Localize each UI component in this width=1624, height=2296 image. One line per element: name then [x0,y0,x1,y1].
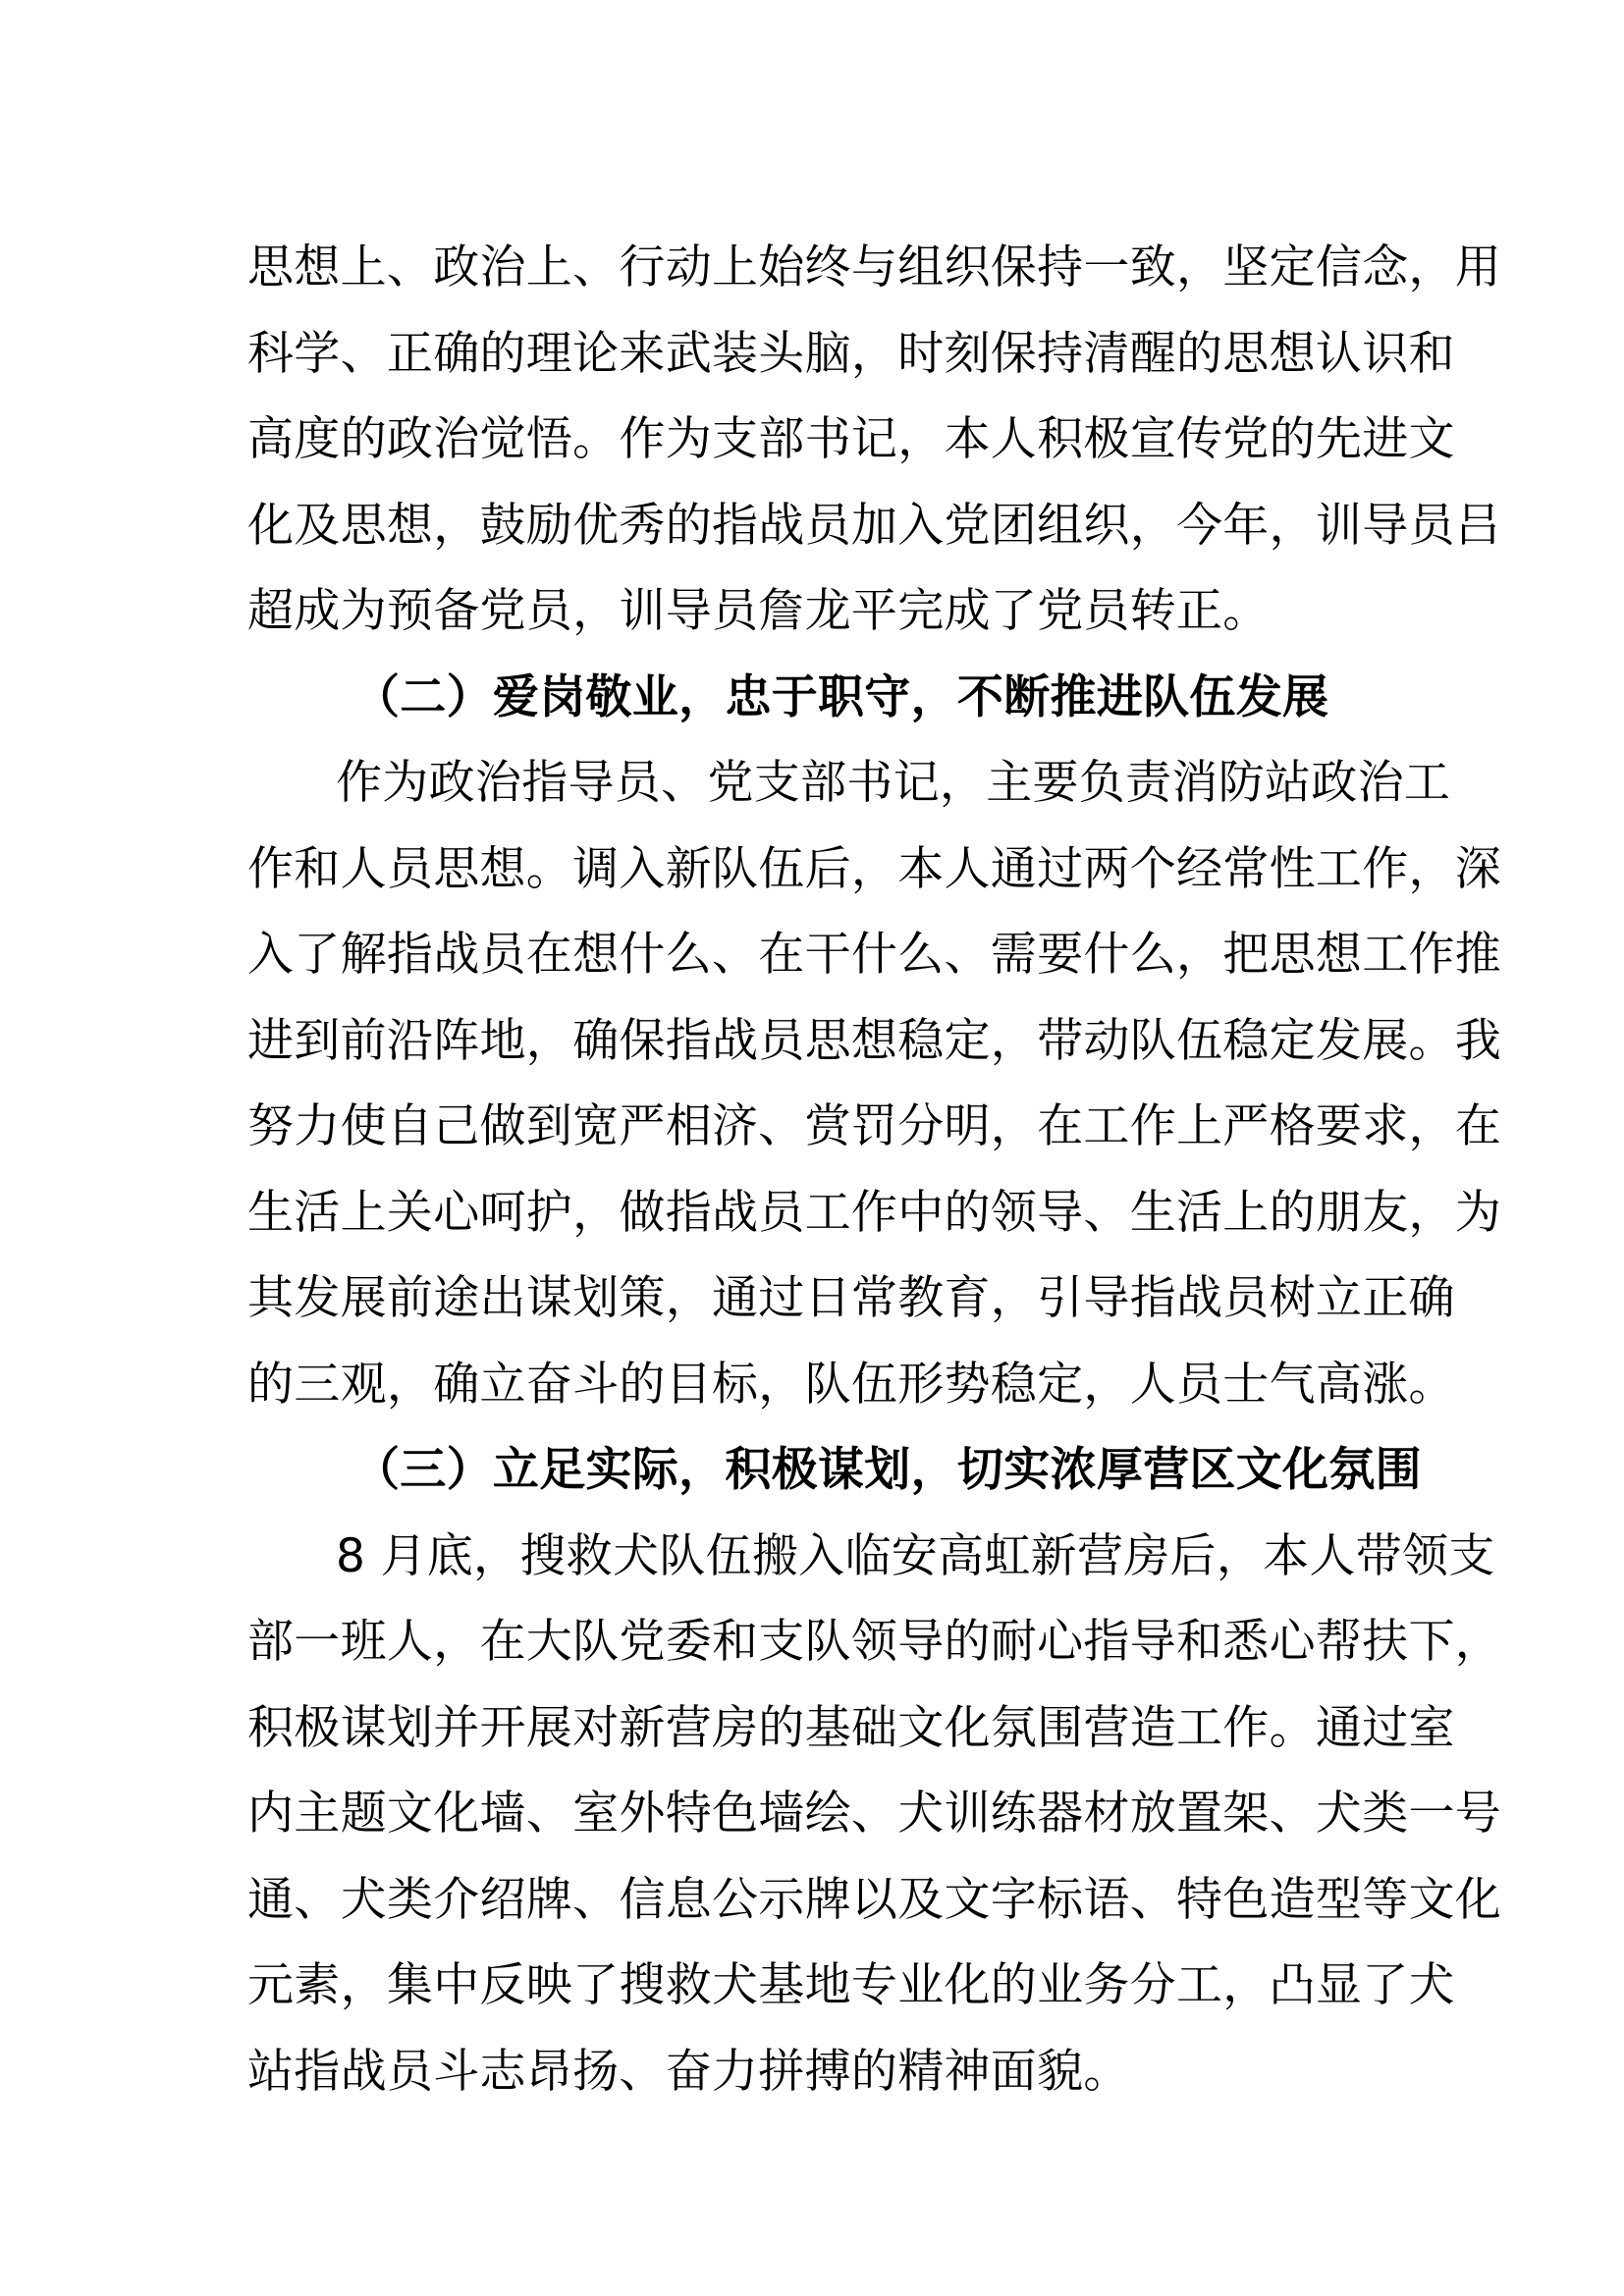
paragraph-line: 作和人员思想。调入新队伍后，本人通过两个经常性工作，深 [247,841,1502,896]
paragraph-line: 内主题文化墙、室外特色墙绘、犬训练器材放置架、犬类一号 [247,1787,1502,1841]
paragraph-line: 高度的政治觉悟。作为支部书记，本人积极宣传党的先进文 [247,412,1455,466]
paragraph-line: 部一班人，在大队党委和支队领导的耐心指导和悉心帮扶下， [247,1615,1502,1669]
paragraph-line: 化及思想，鼓励优秀的指战员加入党团组织，今年，训导员吕 [247,498,1502,553]
paragraph-line: 积极谋划并开展对新营房的基础文化氛围营造工作。通过室 [247,1700,1455,1755]
paragraph-line: 其发展前途出谋划策，通过日常教育，引导指战员树立正确 [247,1271,1455,1325]
document-body [247,225,1502,2114]
paragraph-line: 超成为预备党员，训导员詹龙平完成了党员转正。 [247,584,1270,638]
paragraph-line: 思想上、政治上、行动上始终与组织保持一致，坚定信念，用 [247,240,1502,294]
paragraph-line: 站指战员斗志昂扬、奋力拼搏的精神面貌。 [247,2044,1130,2099]
section-heading-3: （三）立足实际，积极谋划，切实浓厚营区文化氛围 [353,1443,1422,1497]
paragraph-line: 的三观，确立奋斗的目标，队伍形势稳定，人员士气高涨。 [247,1357,1455,1412]
paragraph-line: 入了解指战员在想什么、在干什么、需要什么，把思想工作推 [247,928,1502,982]
paragraph-line: 科学、正确的理论来武装头脑，时刻保持清醒的思想认识和 [247,326,1455,381]
paragraph-line: 8 月底，搜救犬队伍搬入临安高虹新营房后，本人带领支 [336,1528,1495,1583]
paragraph-line: 努力使自己做到宽严相济、赏罚分明，在工作上严格要求，在 [247,1099,1502,1153]
paragraph-line: 作为政治指导员、党支部书记，主要负责消防站政治工 [336,756,1451,810]
paragraph-line: 进到前沿阵地，确保指战员思想稳定，带动队伍稳定发展。我 [247,1013,1502,1068]
paragraph-line: 生活上关心呵护，做指战员工作中的领导、生活上的朋友，为 [247,1185,1502,1240]
paragraph-line: 通、犬类介绍牌、信息公示牌以及文字标语、特色造型等文化 [247,1872,1502,1927]
section-heading-2: （二）爱岗敬业，忠于职守，不断推进队伍发展 [353,669,1329,724]
paragraph-line: 元素，集中反映了搜救犬基地专业化的业务分工，凸显了犬 [247,1958,1455,2012]
